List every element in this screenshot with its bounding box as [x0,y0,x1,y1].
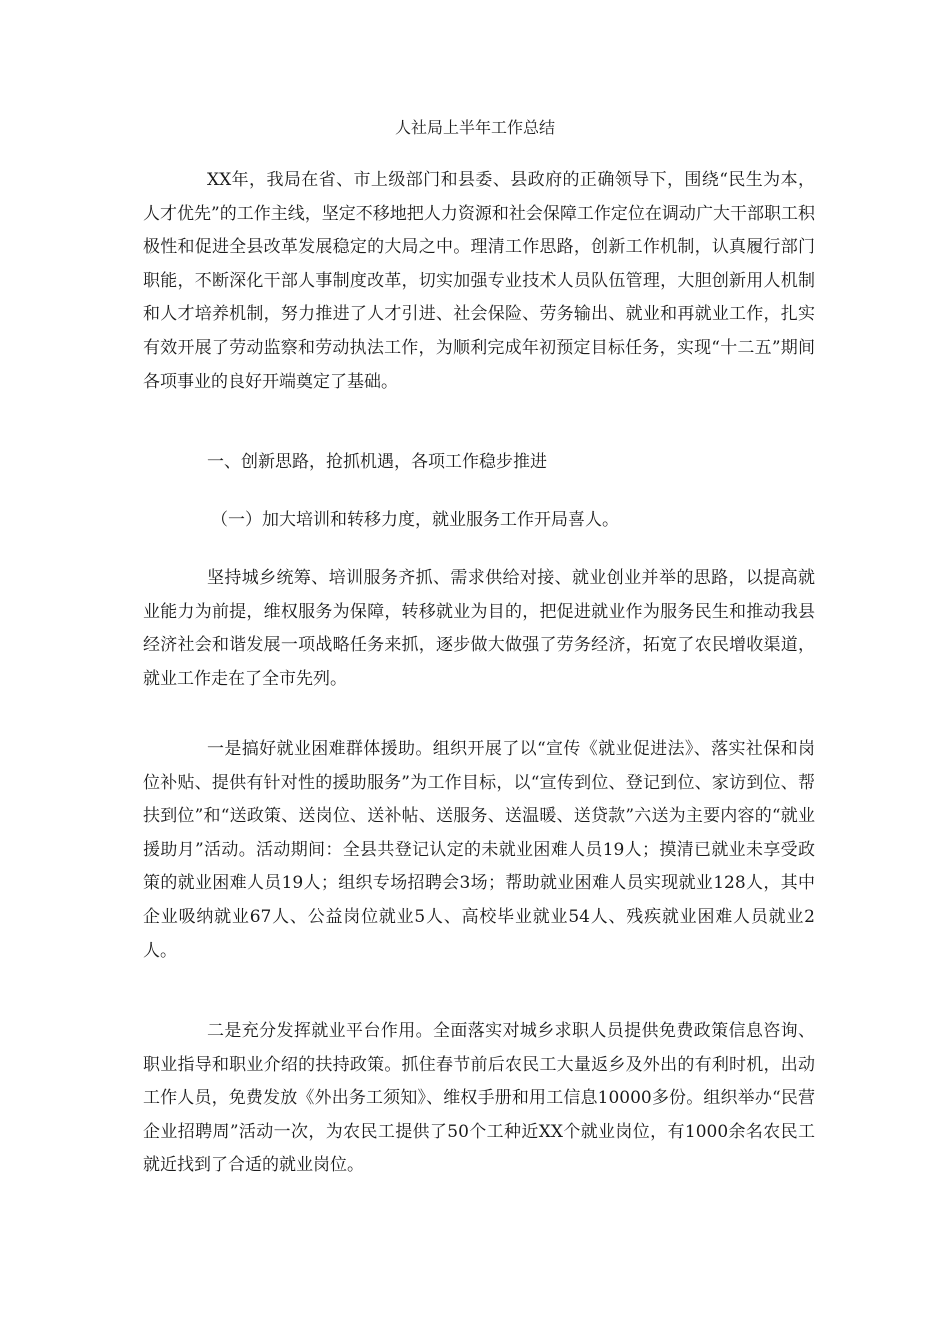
platform-paragraph: 二是充分发挥就业平台作用。全面落实对城乡求职人员提供免费政策信息咨询、职业指导和职业介绍的扶持政策。抓住春节前后农民工大量返乡及外出的有利时机，出动工作人员，免费发放《外出务工须知》、维权手册和用工信息10000多份。组织举办“民营企业招聘周”活动一次，为农民工提供了50个工种近XX个就业岗位，有1000余名农民工就近找到了合适的就业岗位。 [143,1021,815,1176]
employment-overview-paragraph: 坚持城乡统筹、培训服务齐抓、需求供给对接、就业创业并举的思路，以提高就业能力为前提，维权服务为保障，转移就业为目的，把促进就业作为服务民生和推动我县经济社会和谐发展一项战略任务来抓，逐步做大做强了劳务经济，拓宽了农民增收渠道，就业工作走在了全市先列。 [143,568,815,689]
assistance-paragraph: 一是搞好就业困难群体援助。组织开展了以“宣传《就业促进法》、落实社保和岗位补贴、提供有针对性的援助服务”为工作目标，以“宣传到位、登记到位、家访到位、帮扶到位”和“送政策、送岗位、送补帖、送服务、送温暖、送贷款”六送为主要内容的“就业援助月”活动。活动期间：全县共登记认定的未就业困难人员19人；摸清已就业未享受政策的就业困难人员19人；组织专场招聘会3场；帮助就业困难人员实现就业128人，其中企业吸纳就业67人、公益岗位就业5人、高校毕业就业54人、残疾就业困难人员就业2人。 [143,739,815,961]
subsection-heading: （一）加大培训和转移力度，就业服务工作开局喜人。 [211,510,619,530]
section-heading: 一、创新思路，抢抓机遇，各项工作稳步推进 [207,452,547,472]
intro-paragraph: XX年，我局在省、市上级部门和县委、县政府的正确领导下，围绕“民生为本，人才优先”的工作主线，坚定不移地把人力资源和社会保障工作定位在调动广大干部职工积极性和促进全县改革发展稳定的大局之中。理清工作思路，创新工作机制，认真履行部门职能，不断深化干部人事制度改革，切实加强专业技术人员队伍管理，大胆创新用人机制和人才培养机制，努力推进了人才引进、社会保险、劳务输出、就业和再就业工作，扎实有效开展了劳动监察和劳动执法工作，为顺利完成年初预定目标任务，实现“十二五”期间各项事业的良好开端奠定了基础。 [143,170,815,392]
document-title: 人社局上半年工作总结 [394,118,555,137]
